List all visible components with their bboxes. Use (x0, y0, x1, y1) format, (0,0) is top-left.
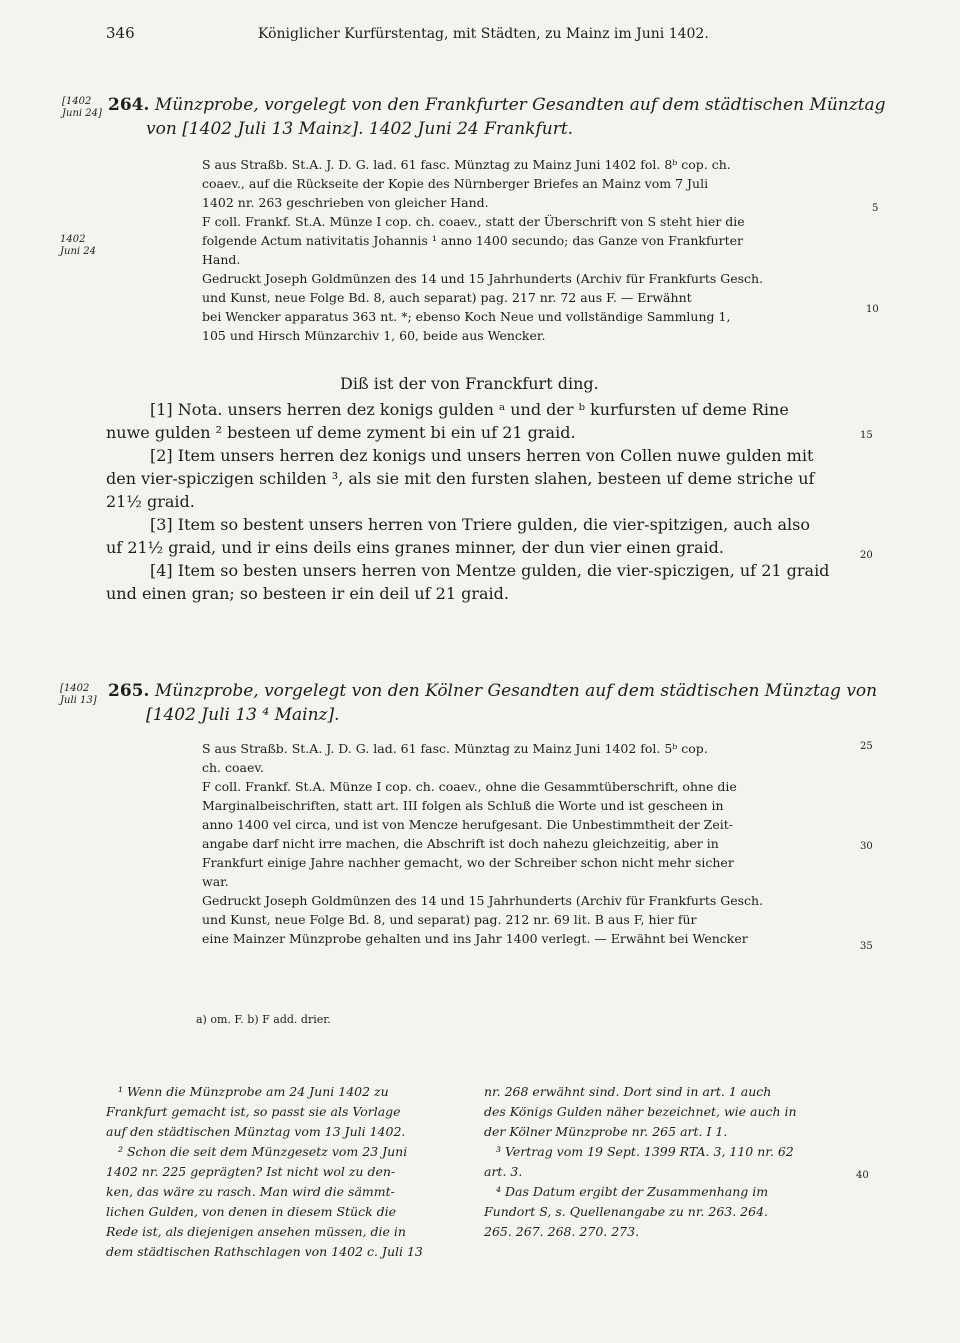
margin-date-264: [1402 Juni 24] (62, 96, 102, 119)
entry-264-number: 264. (108, 95, 150, 115)
entry-265-title-line1: 265. Münzprobe, vorgelegt von den Kölner Gesandten auf dem städtischen Münztag von (108, 681, 878, 701)
line-number: 10 (866, 304, 879, 315)
entry-265-number: 265. (108, 681, 150, 701)
footnotes-left: ¹ Wenn die Münzprobe am 24 Juni 1402 zu Frankfurt gemacht ist, so passt sie als Vorlage auf den städtischen Münztag vom 13 Juli 1402. ² Schon die seit dem Münzgesetz vom 23 Juni 1402 nr. 225 geprägten? Ist nicht wol zu den- ken, das wäre zu rasch. Man wird die sämmt- lichen Gulden, von denen in diesem Stück die Rede ist, als diejenigen ansehen müssen, die in dem städtischen Rathschlagen von 1402 c. Juli 13 (106, 1084, 423, 1259)
entry-264-title-line1: 264. Münzprobe, vorgelegt von den Frankfurter Gesandten auf dem städtischen Münztag (108, 95, 886, 115)
entry-264-sources: S aus Straßb. St.A. J. D. G. lad. 61 fasc. Münztag zu Mainz Juni 1402 fol. 8ᵇ cop. ch. coaev., auf die Rückseite der Kopie des Nürnberger Briefes an Mainz vom 7 Juli 1402 nr. 263 geschrieben von gleicher Hand. F coll. Frankf. St.A. Münze I cop. ch. coaev., statt der Überschrift von S steht hier die folgende Actum nativitatis Johannis ¹ anno 1400 secundo; das Ganze von Frankfurter Hand. Gedruckt Joseph Goldmünzen des 14 und 15 Jahrhunderts (Archiv für Frankfurts Gesch. und Kunst, neue Folge Bd. 8, auch separat) pag. 217 nr. 72 aus F. — Erwähnt bei Wencker apparatus 363 nt. *; ebenso Koch Neue und vollständige Sammlung 1, 105 und Hirsch Münzarchiv 1, 60, beide aus Wencker. (202, 157, 764, 343)
line-number: 40 (856, 1170, 869, 1181)
line-number: 20 (860, 550, 873, 561)
line-number: 15 (860, 430, 873, 441)
entry-265-title-line2: [1402 Juli 13 ⁴ Mainz]. (146, 705, 340, 725)
text-title-264: Diß ist der von Franckfurt ding. (340, 374, 599, 393)
margin-date-265: [1402 Juli 13] (60, 683, 97, 706)
entry-264-text: [1] Nota. unsers herren dez konigs gulden ᵃ und der ᵇ kurfursten uf deme Rine nuwe gulden ² besteen uf deme zyment bi ein uf 21 graid. [2] Item unsers herren dez konigs und unsers herren von Collen nuwe gulden mit den vier-spiczigen schilden ³, als sie mit den fursten slahen, besteen uf deme striche uf 21½ graid. [3] Item so bestent unsers herren von Triere gulden, die vier-spitzigen, auch also uf 21½ graid, und ir eins deils eins granes minner, der dun vier einen graid. [4] Item so besten unsers herren von Mentze gulden, die vier-spiczigen, uf 21 graid und einen gran; so besteen ir ein deil uf 21 graid. (106, 400, 830, 603)
page-number: 346 (106, 24, 135, 42)
variant-notes: a) om. F. b) F add. drier. (196, 1013, 331, 1026)
running-title: Königlicher Kurfürstentag, mit Städten, zu Mainz im Juni 1402. (258, 26, 709, 42)
line-number: 25 (860, 741, 873, 752)
line-number: 35 (860, 941, 873, 952)
margin-date-264-side: 1402 Juni 24 (60, 234, 96, 257)
line-number: 30 (860, 841, 873, 852)
entry-264-title-line2: von [1402 Juli 13 Mainz]. 1402 Juni 24 Frankfurt. (146, 119, 574, 139)
entry-265-sources: S aus Straßb. St.A. J. D. G. lad. 61 fasc. Münztag zu Mainz Juni 1402 fol. 5ᵇ cop. ch. coaev. F coll. Frankf. St.A. Münze I cop. ch. coaev., ohne die Gesammtüberschrift, ohne die Marginalbeischriften, statt art. III folgen als Schluß die Worte und ist gescheen in anno 1400 vel circa, und ist von Mencze herufgesant. Die Unbestimmtheit der Zeit- angabe darf nicht irre machen, die Abschrift ist doch nahezu gleichzeitig, aber in Frankfurt einige Jahre nachher gemacht, wo der Schreiber schon nicht mehr sicher war. Gedruckt Joseph Goldmünzen des 14 und 15 Jahrhunderts (Archiv für Frankfurts Gesch. und Kunst, neue Folge Bd. 8, und separat) pag. 212 nr. 69 lit. B aus F, hier für eine Mainzer Münzprobe gehalten und ins Jahr 1400 verlegt. — Erwähnt bei Wencker (202, 741, 764, 946)
line-number: 5 (872, 203, 879, 214)
footnotes-right: nr. 268 erwähnt sind. Dort sind in art. 1 auch des Königs Gulden näher bezeichnet, wie auch in der Kölner Münzprobe nr. 265 art. I 1. ³ Vertrag vom 19 Sept. 1399 RTA. 3, 110 nr. 62 art. 3. ⁴ Das Datum ergibt der Zusammenhang im Fundort S, s. Quellenangabe zu nr. 263. 264. 265. 267. 268. 270. 273. (484, 1084, 797, 1239)
